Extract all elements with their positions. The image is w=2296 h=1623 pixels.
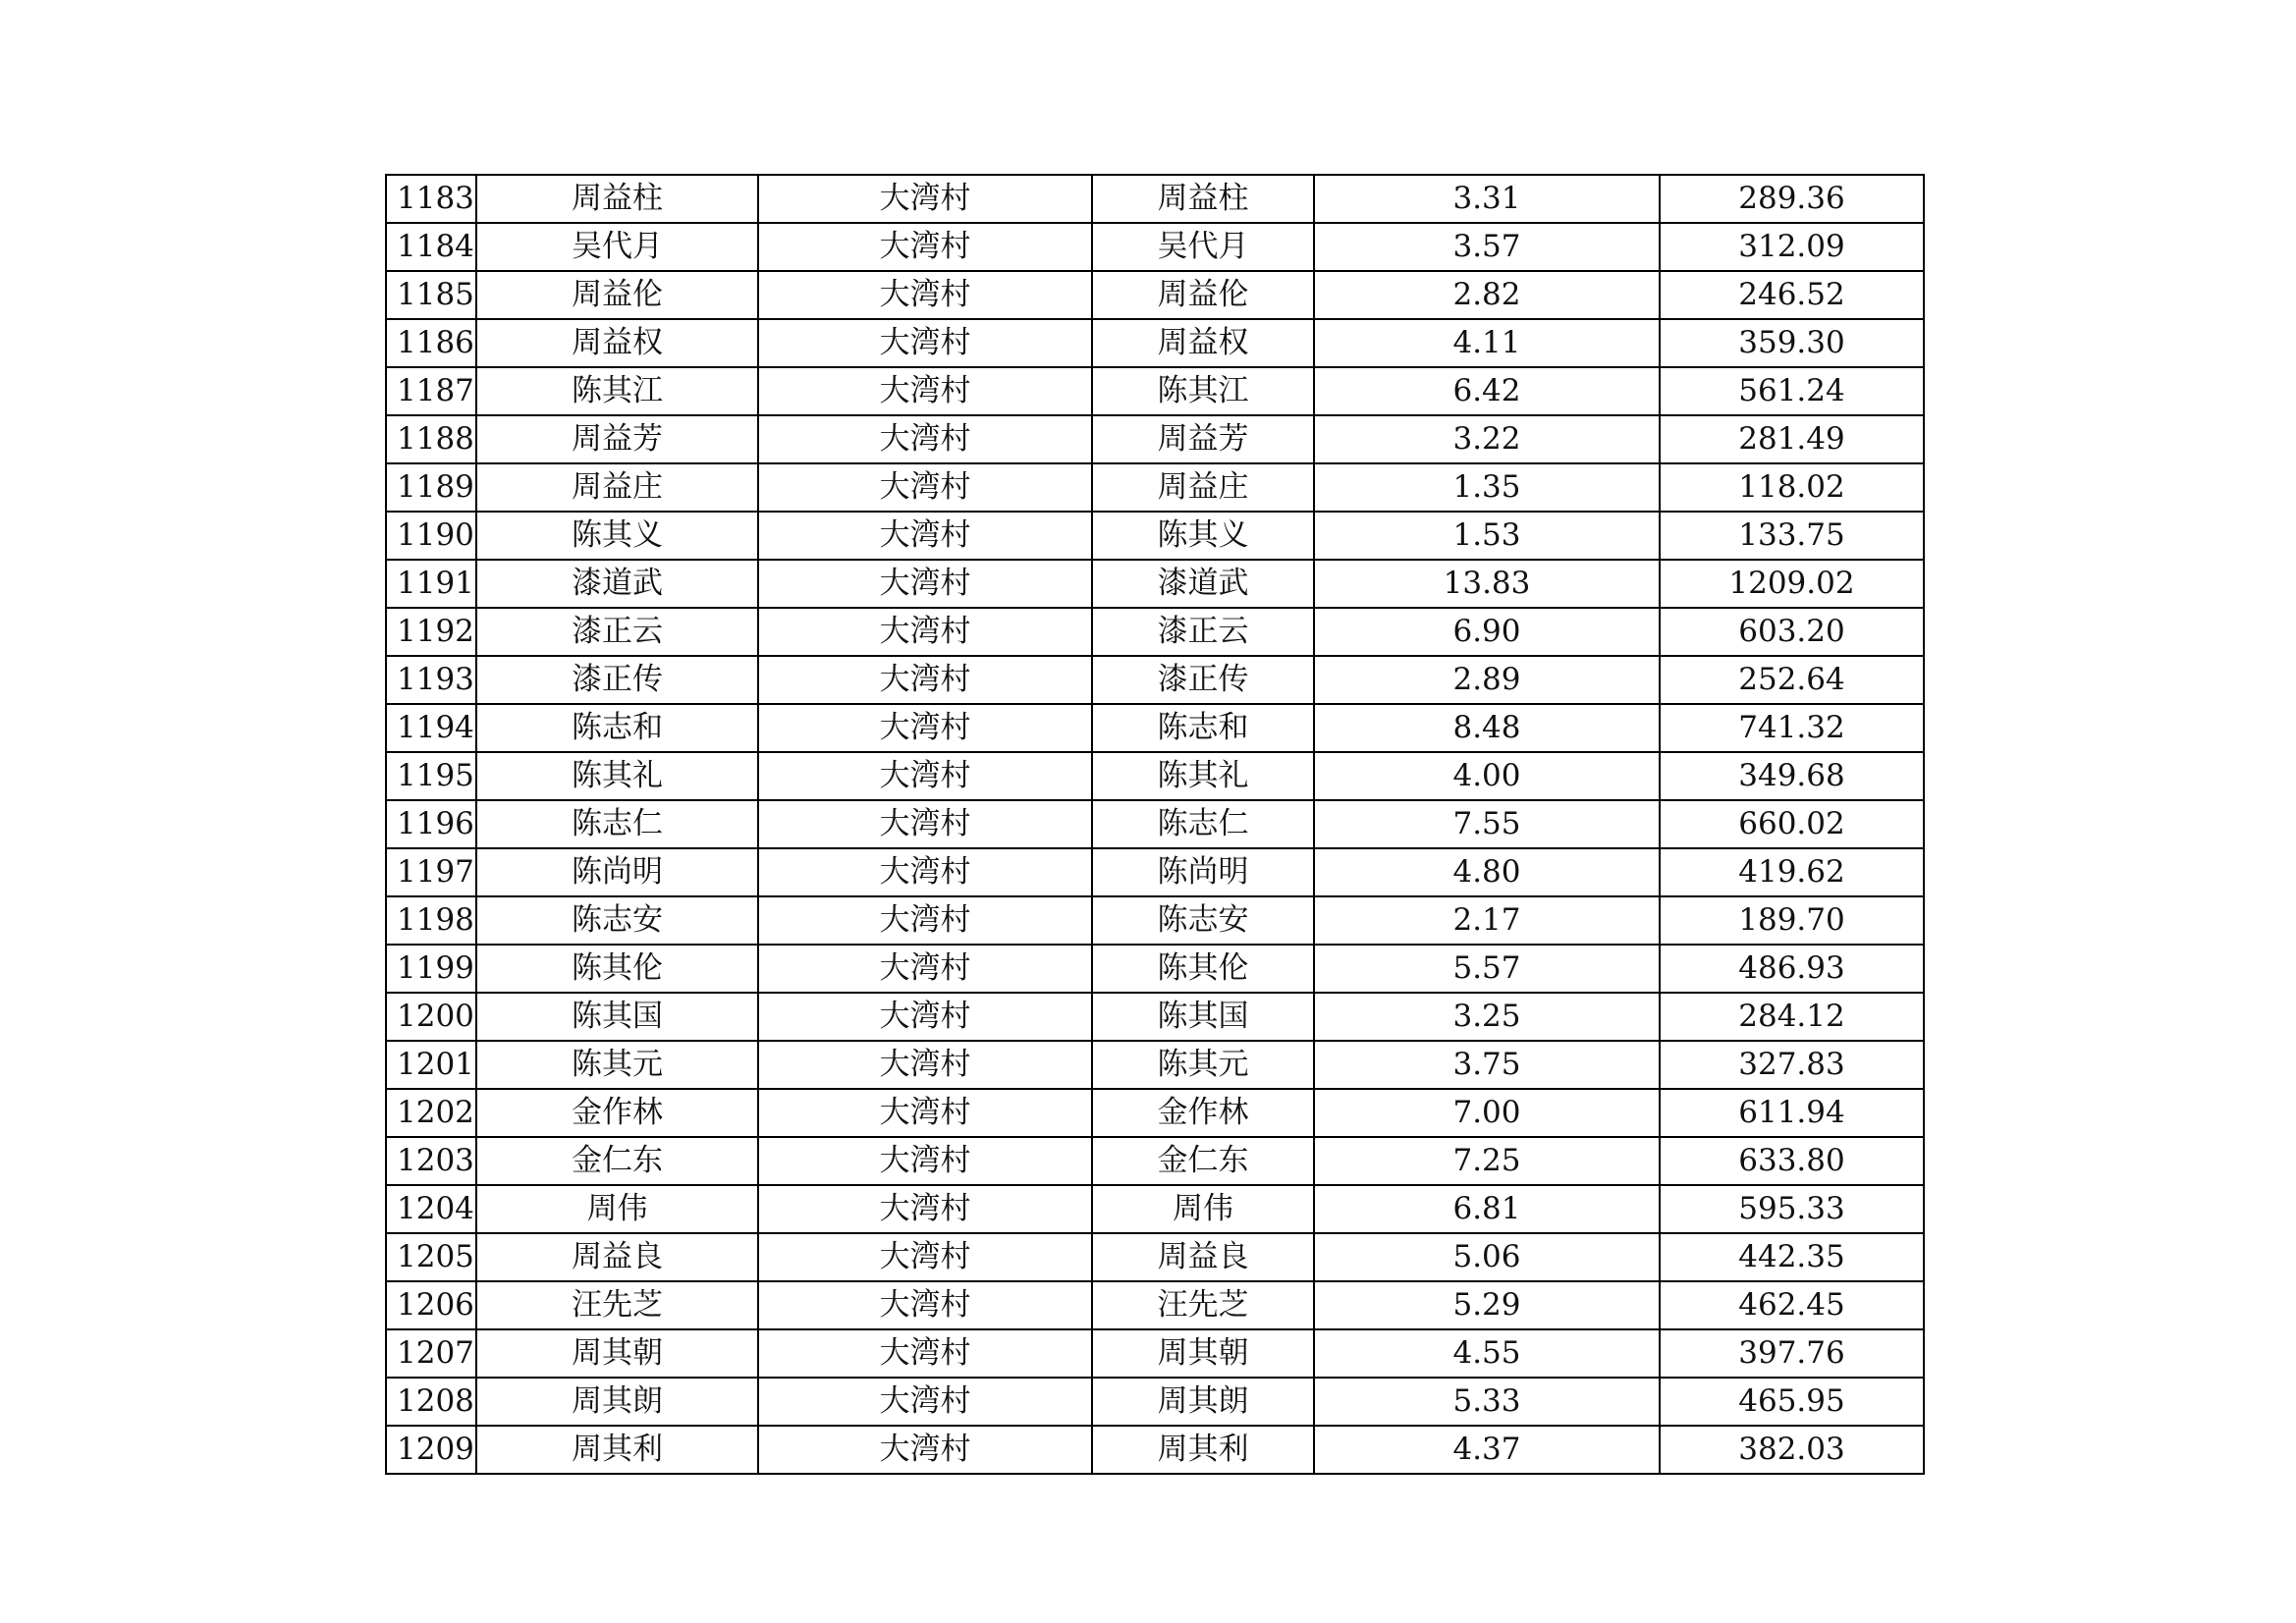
- amount-cell: 312.09: [1660, 223, 1924, 271]
- amount-cell: 741.32: [1660, 704, 1924, 752]
- table-row: [386, 1137, 1924, 1185]
- village-cell: 大湾村: [758, 704, 1092, 752]
- row-number-cell: 1197: [386, 848, 476, 896]
- name-cell: 金作林: [476, 1089, 758, 1137]
- area-cell: 3.57: [1314, 223, 1660, 271]
- amount-cell: 133.75: [1660, 512, 1924, 560]
- village-cell: 大湾村: [758, 367, 1092, 415]
- row-number-cell: 1186: [386, 319, 476, 367]
- name-cell: 金仁东: [476, 1137, 758, 1185]
- holder-cell: 陈其国: [1092, 993, 1314, 1041]
- amount-cell: 633.80: [1660, 1137, 1924, 1185]
- table-body: [386, 175, 1924, 1474]
- area-cell: 7.00: [1314, 1089, 1660, 1137]
- holder-cell: 陈志和: [1092, 704, 1314, 752]
- holder-cell: 金作林: [1092, 1089, 1314, 1137]
- area-cell: 2.17: [1314, 896, 1660, 945]
- name-cell: 周益芳: [476, 415, 758, 463]
- amount-cell: 462.45: [1660, 1281, 1924, 1329]
- table-row: [386, 175, 1924, 223]
- area-cell: 5.06: [1314, 1233, 1660, 1281]
- row-number-cell: 1203: [386, 1137, 476, 1185]
- village-cell: 大湾村: [758, 1233, 1092, 1281]
- name-cell: 周益庄: [476, 463, 758, 512]
- village-cell: 大湾村: [758, 463, 1092, 512]
- holder-cell: 漆正传: [1092, 656, 1314, 704]
- name-cell: 漆道武: [476, 560, 758, 608]
- row-number-cell: 1191: [386, 560, 476, 608]
- holder-cell: 陈尚明: [1092, 848, 1314, 896]
- area-cell: 6.81: [1314, 1185, 1660, 1233]
- village-cell: 大湾村: [758, 656, 1092, 704]
- amount-cell: 382.03: [1660, 1426, 1924, 1474]
- amount-cell: 561.24: [1660, 367, 1924, 415]
- holder-cell: 陈其义: [1092, 512, 1314, 560]
- area-cell: 3.31: [1314, 175, 1660, 223]
- holder-cell: 陈其江: [1092, 367, 1314, 415]
- name-cell: 周益柱: [476, 175, 758, 223]
- area-cell: 8.48: [1314, 704, 1660, 752]
- village-cell: 大湾村: [758, 175, 1092, 223]
- village-cell: 大湾村: [758, 560, 1092, 608]
- holder-cell: 陈志安: [1092, 896, 1314, 945]
- table-row: [386, 560, 1924, 608]
- village-cell: 大湾村: [758, 271, 1092, 319]
- name-cell: 周其朝: [476, 1329, 758, 1378]
- area-cell: 3.25: [1314, 993, 1660, 1041]
- row-number-cell: 1200: [386, 993, 476, 1041]
- name-cell: 陈其江: [476, 367, 758, 415]
- area-cell: 5.29: [1314, 1281, 1660, 1329]
- name-cell: 吴代月: [476, 223, 758, 271]
- area-cell: 4.37: [1314, 1426, 1660, 1474]
- name-cell: 周益良: [476, 1233, 758, 1281]
- data-table: [385, 174, 1925, 1475]
- row-number-cell: 1195: [386, 752, 476, 800]
- village-cell: 大湾村: [758, 945, 1092, 993]
- table-row: [386, 704, 1924, 752]
- name-cell: 周其利: [476, 1426, 758, 1474]
- holder-cell: 周益庄: [1092, 463, 1314, 512]
- table-row: [386, 367, 1924, 415]
- name-cell: 汪先芝: [476, 1281, 758, 1329]
- village-cell: 大湾村: [758, 319, 1092, 367]
- village-cell: 大湾村: [758, 1281, 1092, 1329]
- village-cell: 大湾村: [758, 415, 1092, 463]
- name-cell: 漆正云: [476, 608, 758, 656]
- table-row: [386, 1041, 1924, 1089]
- holder-cell: 汪先芝: [1092, 1281, 1314, 1329]
- name-cell: 陈其元: [476, 1041, 758, 1089]
- amount-cell: 595.33: [1660, 1185, 1924, 1233]
- village-cell: 大湾村: [758, 848, 1092, 896]
- name-cell: 周益权: [476, 319, 758, 367]
- row-number-cell: 1188: [386, 415, 476, 463]
- holder-cell: 周益权: [1092, 319, 1314, 367]
- amount-cell: 327.83: [1660, 1041, 1924, 1089]
- table-row: [386, 1329, 1924, 1378]
- table-row: [386, 512, 1924, 560]
- table-row: [386, 752, 1924, 800]
- area-cell: 2.82: [1314, 271, 1660, 319]
- holder-cell: 陈其元: [1092, 1041, 1314, 1089]
- name-cell: 陈其礼: [476, 752, 758, 800]
- table-row: [386, 608, 1924, 656]
- row-number-cell: 1205: [386, 1233, 476, 1281]
- area-cell: 3.75: [1314, 1041, 1660, 1089]
- row-number-cell: 1193: [386, 656, 476, 704]
- holder-cell: 漆正云: [1092, 608, 1314, 656]
- row-number-cell: 1187: [386, 367, 476, 415]
- holder-cell: 陈其伦: [1092, 945, 1314, 993]
- name-cell: 陈志安: [476, 896, 758, 945]
- amount-cell: 284.12: [1660, 993, 1924, 1041]
- amount-cell: 359.30: [1660, 319, 1924, 367]
- amount-cell: 118.02: [1660, 463, 1924, 512]
- amount-cell: 611.94: [1660, 1089, 1924, 1137]
- row-number-cell: 1206: [386, 1281, 476, 1329]
- table-row: [386, 1185, 1924, 1233]
- row-number-cell: 1190: [386, 512, 476, 560]
- area-cell: 1.35: [1314, 463, 1660, 512]
- table-row: [386, 1426, 1924, 1474]
- village-cell: 大湾村: [758, 223, 1092, 271]
- village-cell: 大湾村: [758, 1426, 1092, 1474]
- village-cell: 大湾村: [758, 1185, 1092, 1233]
- amount-cell: 397.76: [1660, 1329, 1924, 1378]
- village-cell: 大湾村: [758, 1329, 1092, 1378]
- area-cell: 13.83: [1314, 560, 1660, 608]
- table-row: [386, 945, 1924, 993]
- holder-cell: 金仁东: [1092, 1137, 1314, 1185]
- area-cell: 5.57: [1314, 945, 1660, 993]
- table-row: [386, 1378, 1924, 1426]
- village-cell: 大湾村: [758, 896, 1092, 945]
- holder-cell: 周其利: [1092, 1426, 1314, 1474]
- village-cell: 大湾村: [758, 608, 1092, 656]
- holder-cell: 周伟: [1092, 1185, 1314, 1233]
- row-number-cell: 1189: [386, 463, 476, 512]
- village-cell: 大湾村: [758, 1378, 1092, 1426]
- village-cell: 大湾村: [758, 993, 1092, 1041]
- amount-cell: 289.36: [1660, 175, 1924, 223]
- area-cell: 1.53: [1314, 512, 1660, 560]
- holder-cell: 陈其礼: [1092, 752, 1314, 800]
- holder-cell: 漆道武: [1092, 560, 1314, 608]
- holder-cell: 周其朗: [1092, 1378, 1314, 1426]
- holder-cell: 陈志仁: [1092, 800, 1314, 848]
- area-cell: 7.25: [1314, 1137, 1660, 1185]
- holder-cell: 周益芳: [1092, 415, 1314, 463]
- amount-cell: 281.49: [1660, 415, 1924, 463]
- table-row: [386, 1089, 1924, 1137]
- amount-cell: 349.68: [1660, 752, 1924, 800]
- row-number-cell: 1184: [386, 223, 476, 271]
- area-cell: 7.55: [1314, 800, 1660, 848]
- name-cell: 陈志和: [476, 704, 758, 752]
- table-row: [386, 800, 1924, 848]
- name-cell: 陈尚明: [476, 848, 758, 896]
- row-number-cell: 1198: [386, 896, 476, 945]
- row-number-cell: 1183: [386, 175, 476, 223]
- area-cell: 6.42: [1314, 367, 1660, 415]
- name-cell: 陈志仁: [476, 800, 758, 848]
- village-cell: 大湾村: [758, 1041, 1092, 1089]
- area-cell: 4.00: [1314, 752, 1660, 800]
- table-row: [386, 1281, 1924, 1329]
- amount-cell: 189.70: [1660, 896, 1924, 945]
- table-row: [386, 993, 1924, 1041]
- holder-cell: 吴代月: [1092, 223, 1314, 271]
- row-number-cell: 1202: [386, 1089, 476, 1137]
- name-cell: 漆正传: [476, 656, 758, 704]
- holder-cell: 周益良: [1092, 1233, 1314, 1281]
- name-cell: 陈其伦: [476, 945, 758, 993]
- amount-cell: 442.35: [1660, 1233, 1924, 1281]
- table-row: [386, 848, 1924, 896]
- holder-cell: 周益伦: [1092, 271, 1314, 319]
- amount-cell: 1209.02: [1660, 560, 1924, 608]
- name-cell: 周其朗: [476, 1378, 758, 1426]
- table-row: [386, 319, 1924, 367]
- amount-cell: 603.20: [1660, 608, 1924, 656]
- area-cell: 4.11: [1314, 319, 1660, 367]
- village-cell: 大湾村: [758, 1137, 1092, 1185]
- village-cell: 大湾村: [758, 1089, 1092, 1137]
- area-cell: 3.22: [1314, 415, 1660, 463]
- village-cell: 大湾村: [758, 800, 1092, 848]
- table-row: [386, 463, 1924, 512]
- row-number-cell: 1208: [386, 1378, 476, 1426]
- name-cell: 陈其国: [476, 993, 758, 1041]
- village-cell: 大湾村: [758, 512, 1092, 560]
- village-cell: 大湾村: [758, 752, 1092, 800]
- table-row: [386, 896, 1924, 945]
- amount-cell: 419.62: [1660, 848, 1924, 896]
- name-cell: 周益伦: [476, 271, 758, 319]
- table-row: [386, 271, 1924, 319]
- row-number-cell: 1194: [386, 704, 476, 752]
- row-number-cell: 1209: [386, 1426, 476, 1474]
- table-row: [386, 1233, 1924, 1281]
- row-number-cell: 1201: [386, 1041, 476, 1089]
- area-cell: 2.89: [1314, 656, 1660, 704]
- holder-cell: 周其朝: [1092, 1329, 1314, 1378]
- amount-cell: 486.93: [1660, 945, 1924, 993]
- row-number-cell: 1204: [386, 1185, 476, 1233]
- row-number-cell: 1199: [386, 945, 476, 993]
- document-page: [385, 174, 1925, 1475]
- area-cell: 4.80: [1314, 848, 1660, 896]
- amount-cell: 246.52: [1660, 271, 1924, 319]
- row-number-cell: 1192: [386, 608, 476, 656]
- row-number-cell: 1196: [386, 800, 476, 848]
- area-cell: 5.33: [1314, 1378, 1660, 1426]
- table-row: [386, 415, 1924, 463]
- table-row: [386, 656, 1924, 704]
- row-number-cell: 1185: [386, 271, 476, 319]
- row-number-cell: 1207: [386, 1329, 476, 1378]
- amount-cell: 252.64: [1660, 656, 1924, 704]
- area-cell: 6.90: [1314, 608, 1660, 656]
- holder-cell: 周益柱: [1092, 175, 1314, 223]
- table-row: [386, 223, 1924, 271]
- name-cell: 陈其义: [476, 512, 758, 560]
- area-cell: 4.55: [1314, 1329, 1660, 1378]
- amount-cell: 465.95: [1660, 1378, 1924, 1426]
- name-cell: 周伟: [476, 1185, 758, 1233]
- amount-cell: 660.02: [1660, 800, 1924, 848]
